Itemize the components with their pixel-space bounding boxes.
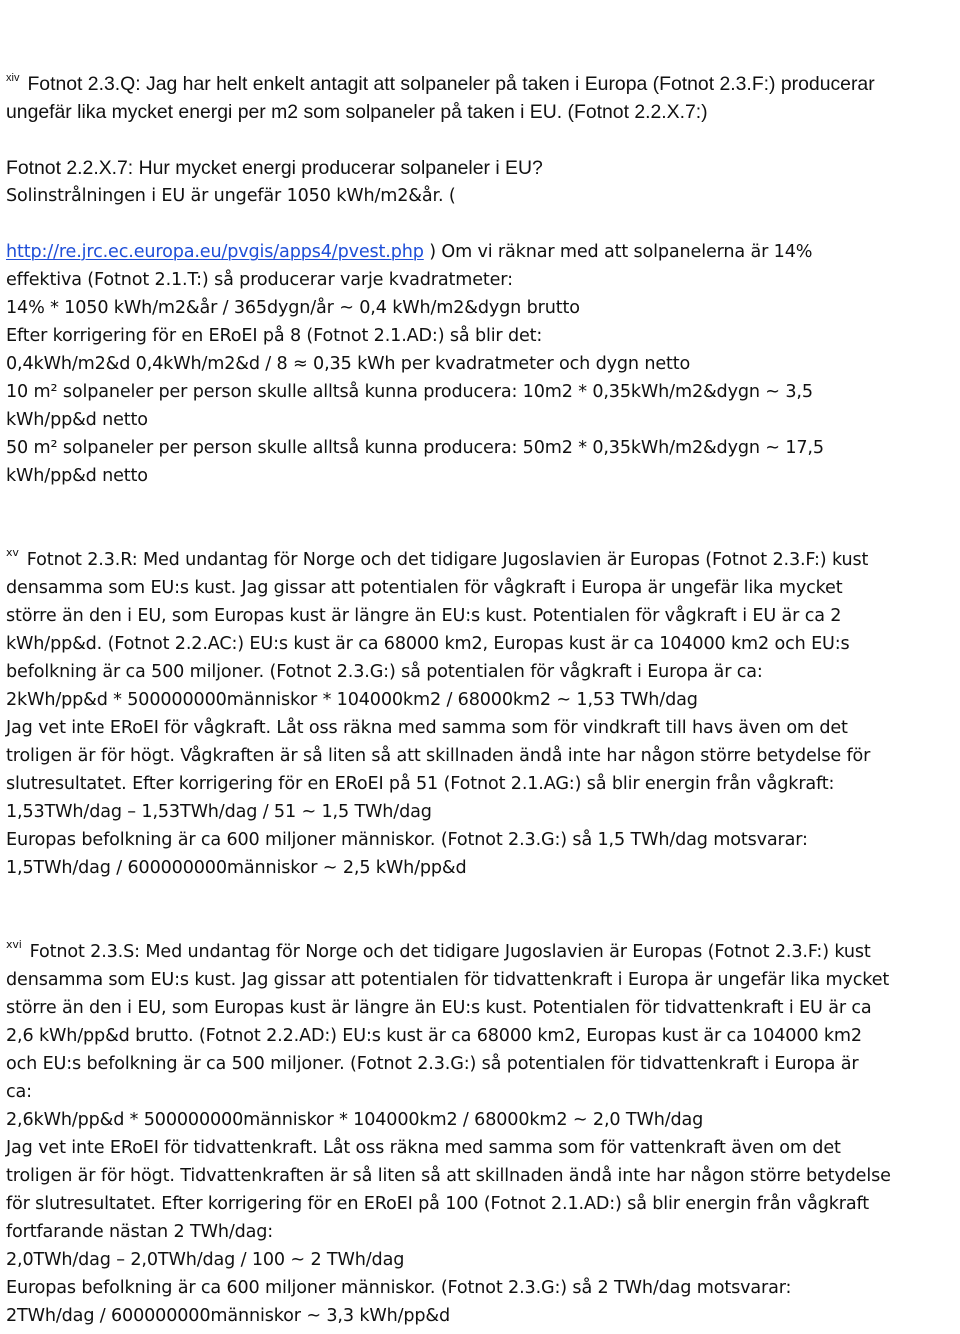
footnote-line: densamma som EU:s kust. Jag gissar att potentialen för vågkraft i Europa är ungefär lika mycket (6, 578, 843, 598)
footnote-line: Europas befolkning är ca 600 miljoner människor. (Fotnot 2.3.G:) så 2 TWh/dag motsvarar: (6, 1278, 792, 1298)
footnote-line: Fotnot 2.2.X.7: Hur mycket energi producerar solpaneler i EU? (6, 157, 543, 179)
footnote-line (6, 938, 871, 966)
footnote-line: 2TWh/dag / 600000000människor ~ 3,3 kWh/pp&d (6, 1306, 451, 1326)
footnote-line: kWh/pp&d netto (6, 466, 148, 486)
footnote-line: 10 m² solpaneler per person skulle alltså kunna producera: 10m2 * 0,35kWh/m2&dygn ~ 3,5 (6, 382, 813, 402)
footnote-text: ) Om vi räknar med att solpanelerna är 14% (423, 242, 813, 262)
footnote-marker: xvi (6, 938, 22, 951)
footnote-line (6, 70, 875, 98)
footnote-line: Jag vet inte ERoEI för tidvattenkraft. Låt oss räkna med samma som för vattenkraft även om det (6, 1138, 841, 1158)
footnote-line: troligen är för högt. Vågkraften är så liten så att skillnaden ändå inte har någon större betydelse för (6, 746, 871, 766)
footnote-line: kWh/pp&d netto (6, 410, 148, 430)
footnote-line: 50 m² solpaneler per person skulle alltså kunna producera: 50m2 * 0,35kWh/m2&dygn ~ 17,5 (6, 438, 824, 458)
footnote-line: större än den i EU, som Europas kust är längre än EU:s kust. Potentialen för tidvattenkraft i EU är ca (6, 998, 872, 1018)
footnote-line: densamma som EU:s kust. Jag gissar att potentialen för tidvattenkraft i Europa är ungefär lika mycket (6, 970, 890, 990)
footnote-line: och EU:s befolkning är ca 500 miljoner. (Fotnot 2.3.G:) så potentialen för tidvattenkraft i Europa är (6, 1054, 859, 1074)
footnote-marker: xv (6, 546, 19, 559)
footnote-line: 14% * 1050 kWh/m2&år / 365dygn/år ~ 0,4 kWh/m2&dygn brutto (6, 298, 580, 318)
footnote-line: ca: (6, 1082, 32, 1102)
footnote-text: Fotnot 2.3.Q: Jag har helt enkelt antagit att solpaneler på taken i Europa (Fotnot 2.3.F:) producerar (27, 73, 875, 95)
footnote-text: Fotnot 2.3.R: Med undantag för Norge och det tidigare Jugoslavien är Europas (Fotnot 2.3.F:) kust (26, 550, 869, 570)
footnote-line: Europas befolkning är ca 600 miljoner människor. (Fotnot 2.3.G:) så 1,5 TWh/dag motsvarar: (6, 830, 808, 850)
footnote-line: för slutresultatet. Efter korrigering för en ERoEI på 100 (Fotnot 2.1.AD:) så blir energin från vågkraft (6, 1194, 869, 1214)
footnote-line: 2kWh/pp&d * 500000000människor * 104000km2 / 68000km2 ~ 1,53 TWh/dag (6, 690, 698, 710)
footnote-line: 2,6 kWh/pp&d brutto. (Fotnot 2.2.AD:) EU:s kust är ca 68000 km2, Europas kust är ca 104000 km2 (6, 1026, 862, 1046)
footnote-line (6, 546, 868, 574)
footnote-line: effektiva (Fotnot 2.1.T:) så producerar varje kvadratmeter: (6, 270, 513, 290)
footnote-line: Solinstrålningen i EU är ungefär 1050 kWh/m2&år. ( (6, 186, 456, 206)
footnote-line: kWh/pp&d. (Fotnot 2.2.AC:) EU:s kust är ca 68000 km2, Europas kust är ca 104000 km2 och EU:s (6, 634, 850, 654)
footnote-line: 1,5TWh/dag / 600000000människor ~ 2,5 kWh/pp&d (6, 858, 467, 878)
footnote-line: 2,6kWh/pp&d * 500000000människor * 104000km2 / 68000km2 ~ 2,0 TWh/dag (6, 1110, 704, 1130)
footnote-line: 0,4kWh/m2&d 0,4kWh/m2&d / 8 ≈ 0,35 kWh per kvadratmeter och dygn netto (6, 354, 691, 374)
footnote-text: Fotnot 2.3.S: Med undantag för Norge och det tidigare Jugoslavien är Europas (Fotnot 2.3.F:) kust (29, 942, 871, 962)
footnote-line: större än den i EU, som Europas kust är längre än EU:s kust. Potentialen för vågkraft i EU är ca 2 (6, 606, 842, 626)
footnote-line: troligen är för högt. Tidvattenkraften är så liten så att skillnaden ändå inte har någon större betydelse (6, 1166, 891, 1186)
pvgis-link[interactable]: http://re.jrc.ec.europa.eu/pvgis/apps4/pvest.php (6, 242, 424, 262)
footnote-line: 1,53TWh/dag – 1,53TWh/dag / 51 ~ 1,5 TWh/dag (6, 802, 432, 822)
footnote-line: befolkning är ca 500 miljoner. (Fotnot 2.3.G:) så potentialen för vågkraft i Europa är ca: (6, 662, 763, 682)
footnote-marker: xiv (6, 72, 20, 84)
footnote-line: ungefär lika mycket energi per m2 som solpaneler på taken i EU. (Fotnot 2.2.X.7:) (6, 101, 708, 123)
footnote-line: fortfarande nästan 2 TWh/dag: (6, 1222, 274, 1242)
footnote-line (6, 238, 812, 266)
footnote-line: slutresultatet. Efter korrigering för en ERoEI på 51 (Fotnot 2.1.AG:) så blir energin från vågkraft: (6, 774, 835, 794)
footnote-line: Efter korrigering för en ERoEI på 8 (Fotnot 2.1.AD:) så blir det: (6, 326, 543, 346)
footnote-line: 2,0TWh/dag – 2,0TWh/dag / 100 ~ 2 TWh/dag (6, 1250, 405, 1270)
footnote-line: Jag vet inte ERoEI för vågkraft. Låt oss räkna med samma som för vindkraft till havs även om det (6, 718, 848, 738)
